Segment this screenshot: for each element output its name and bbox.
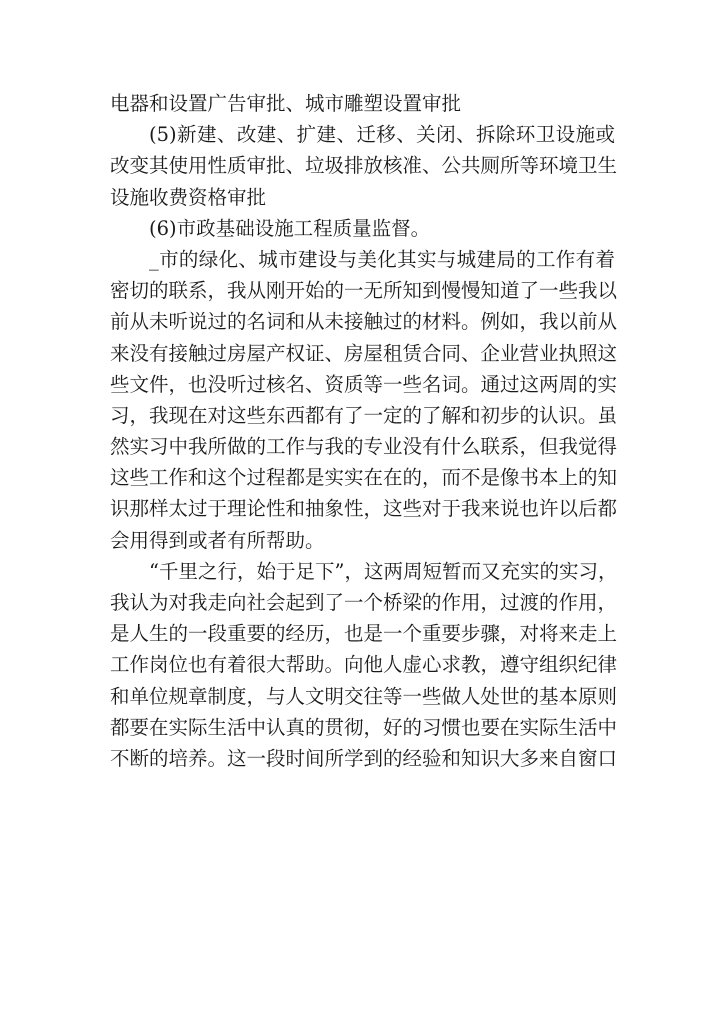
text-line: (5)新建、改建、扩建、迁移、关闭、拆除环卫设施或 bbox=[149, 123, 615, 147]
text-line: 然实习中我所做的工作与我的专业没有什么联系，但我觉得 bbox=[110, 435, 618, 459]
text-line: 密切的联系，我从刚开始的一无所知到慢慢知道了一些我以 bbox=[110, 279, 618, 303]
text-line: 是人生的一段重要的经历，也是一个重要步骤，对将来走上 bbox=[110, 622, 618, 646]
text-line: 都要在实际生活中认真的贯彻，好的习惯也要在实际生活中 bbox=[110, 715, 618, 739]
document-body bbox=[110, 88, 618, 774]
text-line: 来没有接触过房屋产权证、房屋租赁合同、企业营业执照这 bbox=[110, 341, 618, 365]
text-line: 工作岗位也有着很大帮助。向他人虚心求教，遵守组织纪律 bbox=[110, 653, 618, 677]
text-line: 习，我现在对这些东西都有了一定的了解和初步的认识。虽 bbox=[110, 403, 618, 427]
text-line: 和单位规章制度，与人文明交往等一些做人处世的基本原则 bbox=[110, 684, 618, 708]
text-line: 前从未听说过的名词和从未接触过的材料。例如，我以前从 bbox=[110, 310, 618, 334]
text-line: 些文件，也没听过核名、资质等一些名词。通过这两周的实 bbox=[110, 372, 618, 396]
text-line: 我认为对我走向社会起到了一个桥梁的作用，过渡的作用， bbox=[110, 591, 618, 614]
text-line: _市的绿化、城市建设与美化其实与城建局的工作有着 bbox=[149, 247, 615, 271]
text-line: 电器和设置广告审批、城市雕塑设置审批 bbox=[110, 92, 462, 115]
text-line: “千里之行，始于足下”，这两周短暂而又充实的实习， bbox=[149, 559, 618, 583]
text-line: 设施收费资格审批 bbox=[110, 185, 267, 209]
text-line: 识那样太过于理论性和抽象性，这些对于我来说也许以后都 bbox=[110, 497, 618, 521]
text-line: 不断的培养。这一段时间所学到的经验和知识大多来自窗口 bbox=[110, 746, 618, 770]
text-line: 会用得到或者有所帮助。 bbox=[110, 528, 325, 552]
text-line: 改变其使用性质审批、垃圾排放核准、公共厕所等环境卫生 bbox=[110, 154, 618, 178]
text-line: 这些工作和这个过程都是实实在在的，而不是像书本上的知 bbox=[110, 466, 618, 490]
text-line: (6)市政基础设施工程质量监督。 bbox=[149, 216, 431, 240]
